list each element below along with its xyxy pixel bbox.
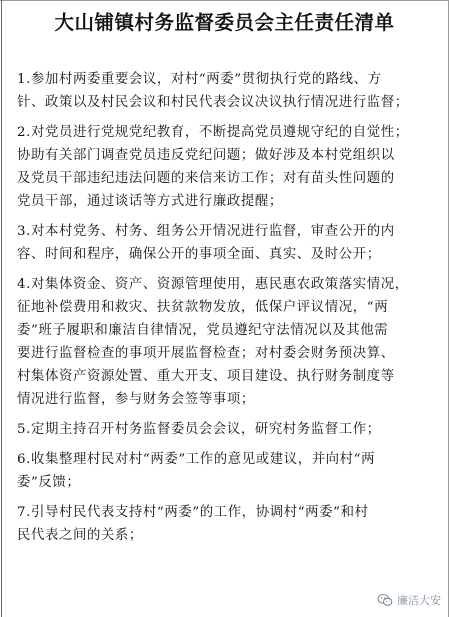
item-line: 4.对集体资金、资产、资源管理使用，惠民惠农政策落实情况， [17, 277, 409, 292]
list-item-2 [17, 121, 437, 220]
watermark [377, 592, 441, 608]
item-line: 5.定期主持召开村务监督委员会会议，研究村务监督工作； [17, 422, 381, 437]
frame-left-border [1, 0, 2, 617]
item-line: 1.参加村两委重要会议，对村“两委”贯彻执行党的路线、方 [17, 72, 382, 87]
item-line: 3.对本村党务、村务、组务公开情况进行监督，审查公开的内 [17, 224, 395, 239]
watermark-text: 廉洁大安 [397, 594, 441, 607]
list-item-5 [17, 418, 437, 448]
item-line: 容、时间和程序，确保公开的事项全面、真实、及时公开； [17, 247, 381, 262]
item-line: 协助有关部门调查党员违反党纪问题；做好涉及本村党组织以 [17, 148, 395, 163]
responsibility-list [17, 68, 437, 554]
list-item-6 [17, 448, 437, 501]
item-line: 委”班子履职和廉洁自律情况，党员遵纪守法情况以及其他需 [17, 323, 389, 338]
item-line: 村集体资产资源处置、重大开支、项目建设、执行财务制度等 [17, 369, 395, 384]
wechat-icon [377, 592, 393, 608]
item-line: 7.引导村民代表支持村“两委”的工作，协调村“两委”和村 [17, 505, 369, 520]
item-line: 2.对党员进行党规党纪教育，不断提高党员遵规守纪的自觉性； [17, 125, 409, 140]
item-line: 情况进行监督，参与财务会签等事项； [17, 392, 255, 407]
item-line: 征地补偿费用和救灾、扶贫款物发放，低保户评议情况，“两 [17, 300, 389, 315]
item-line: 及党员干部违纪违法问题的来信来访工作；对有苗头性问题的 [17, 171, 395, 186]
frame-top-border [0, 0, 449, 1]
item-line: 要进行监督检查的事项开展监督检查；对村委会财务预决算、 [17, 346, 395, 361]
item-line: 委”反馈； [17, 475, 81, 490]
document-title: 大山铺镇村务监督委员会主任责任清单 [54, 11, 395, 34]
list-item-4 [17, 273, 437, 418]
item-line: 民代表之间的关系； [17, 528, 143, 543]
list-item-7 [17, 501, 437, 554]
item-line: 党员干部，通过谈话等方式进行廉政提醒； [17, 194, 283, 209]
list-item-1 [17, 68, 437, 121]
item-line: 针、政策以及村民会议和村民代表会议决议执行情况进行监督； [17, 95, 409, 110]
item-line: 6.收集整理村民对村“两委”工作的意见或建议，并向村“两 [17, 452, 376, 467]
list-item-3 [17, 220, 437, 273]
